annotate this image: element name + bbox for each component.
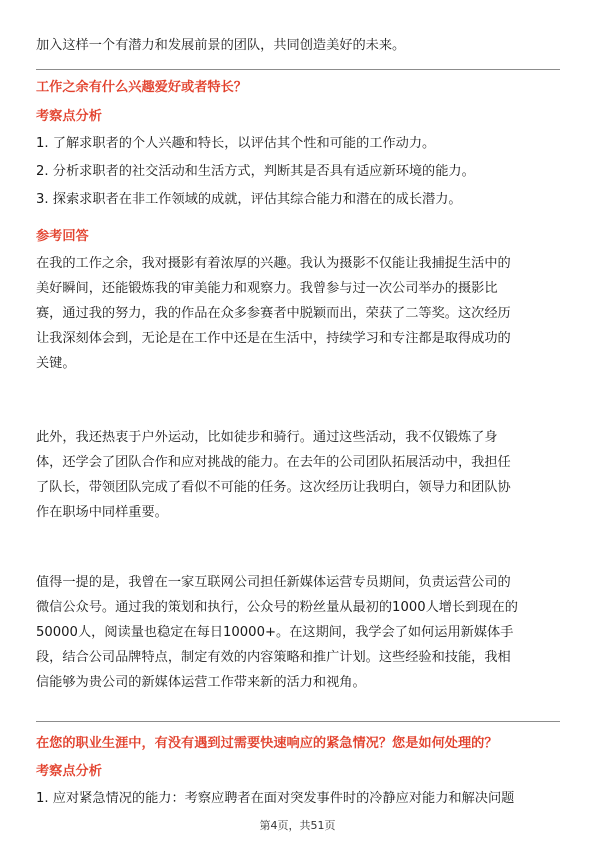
text-line: 信能够为贵公司的新媒体运营工作带来新的活力和视角。	[36, 675, 366, 690]
text-line: 关键。	[36, 356, 76, 371]
intro-line: 加入这样一个有潜力和发展前景的团队，共同创造美好的未来。	[36, 38, 406, 53]
text-line: 美好瞬间，还能锻炼我的审美能力和观察力。我曾参与过一次公司举办的摄影比	[36, 281, 498, 296]
question-heading: 工作之余有什么兴趣爱好或者特长？	[36, 80, 247, 95]
answer-heading: 参考回答	[36, 229, 89, 244]
text-line: 段，结合公司品牌特点，制定有效的内容策略和推广计划。这些经验和技能，我相	[36, 650, 511, 665]
list-item: 1. 了解求职者的个人兴趣和特长，以评估其个性和可能的工作动力。	[36, 136, 436, 151]
list-item: 3. 探索求职者在非工作领域的成就，评估其综合能力和潜在的成长潜力。	[36, 192, 462, 207]
answer-paragraph	[36, 251, 560, 376]
text-line: 值得一提的是，我曾在一家互联网公司担任新媒体运营专员期间，负责运营公司的	[36, 575, 511, 590]
analysis-heading: 考察点分析	[36, 109, 102, 124]
divider	[36, 721, 560, 722]
text-line: 微信公众号。通过我的策划和执行，公众号的粉丝量从最初的1000人增长到现在的	[36, 600, 518, 615]
list-item: 2. 分析求职者的社交活动和生活方式，判断其是否具有适应新环境的能力。	[36, 164, 475, 179]
text-line: 作在职场中同样重要。	[36, 505, 168, 520]
question-heading: 在您的职业生涯中，有没有遇到过需要快速响应的紧急情况？您是如何处理的？	[36, 736, 498, 751]
text-line: 让我深刻体会到，无论是在工作中还是在生活中，持续学习和专注都是取得成功的	[36, 331, 511, 346]
page-number: 第4页，共51页	[259, 819, 336, 832]
text-line: 50000人，阅读量也稳定在每日10000+。在这期间，我学会了如何运用新媒体手	[36, 625, 514, 640]
text-line: 了队长，带领团队完成了看似不可能的任务。这次经历让我明白，领导力和团队协	[36, 480, 511, 495]
divider	[36, 69, 560, 70]
answer-paragraph	[36, 425, 560, 525]
text-line: 在我的工作之余，我对摄影有着浓厚的兴趣。我认为摄影不仅能让我捕捉生活中的	[36, 256, 511, 271]
text-line: 此外，我还热衷于户外运动，比如徒步和骑行。通过这些活动，我不仅锻炼了身	[36, 430, 498, 445]
text-line: 赛，通过我的努力，我的作品在众多参赛者中脱颖而出，荣获了二等奖。这次经历	[36, 306, 511, 321]
analysis-heading: 考察点分析	[36, 764, 102, 779]
list-item: 1. 应对紧急情况的能力：考察应聘者在面对突发事件时的冷静应对能力和解决问题	[36, 791, 515, 806]
text-line: 体，还学会了团队合作和应对挑战的能力。在去年的公司团队拓展活动中，我担任	[36, 455, 511, 470]
answer-paragraph	[36, 570, 560, 695]
